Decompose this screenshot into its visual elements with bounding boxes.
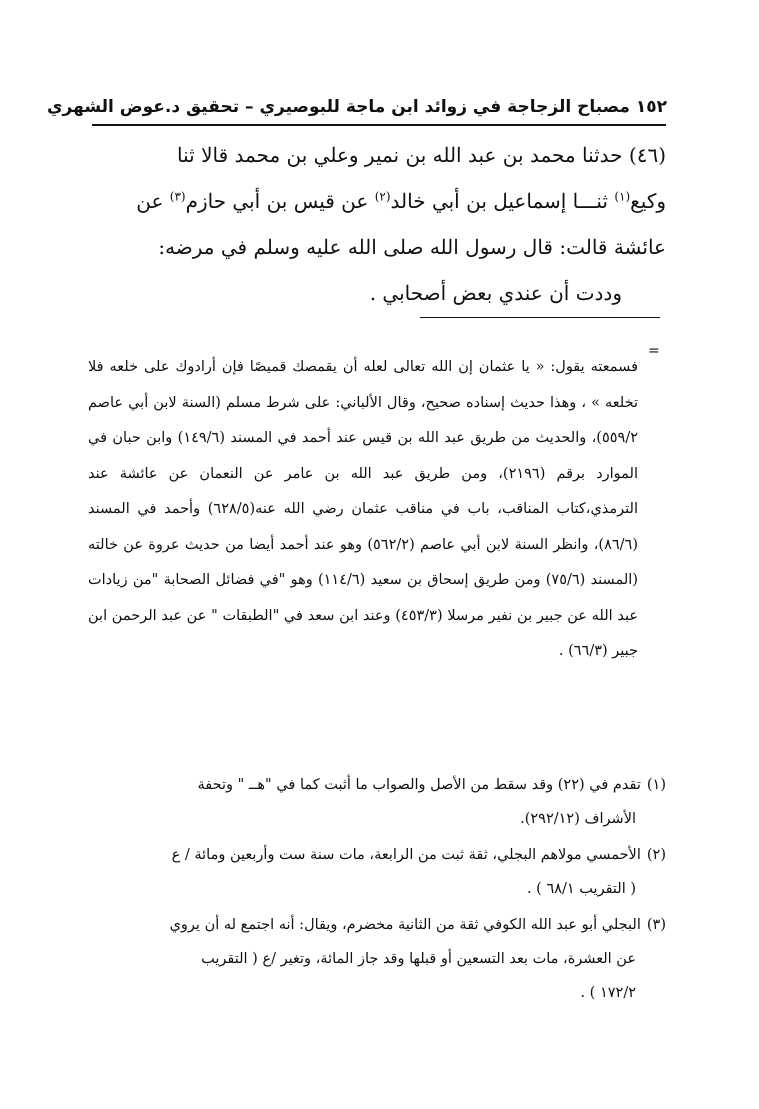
hadith-line-2-part-b: ثنـــا إسماعيل بن أبي خالد — [390, 189, 615, 213]
footnote-1 — [88, 768, 666, 836]
footnote-text-continued: الأشراف (٢٩٢/١٢). — [520, 811, 636, 827]
continuation-marker: = — [648, 343, 660, 359]
footnote-text-continued: عن العشرة، مات بعد التسعين أو قبلها وقد جاز المائة، وتغير /ع ( التقريب — [201, 951, 636, 967]
footnote-text: البجلي أبو عبد الله الكوفي ثقة من الثانية مخضرم، ويقال: أنه اجتمع له أن يروي — [169, 917, 641, 933]
running-header: ١٥٢ مصباح الزجاجة في زوائد ابن ماجة للبوصيري – تحقيق د.عوض الشهري — [46, 97, 667, 117]
hadith-line-2-part-a: وكيع — [630, 189, 666, 213]
footnotes-list — [88, 768, 666, 1012]
hadith-line-4: وددت أن عندي بعض أصحابي . — [369, 281, 622, 305]
hadith-line-2 — [110, 178, 666, 224]
footnote-text-continued: ( التقريب ٦٨/١ ) . — [526, 881, 636, 897]
footnote-ref-3: (٣) — [169, 189, 186, 204]
footnote-ref-2: (٢) — [374, 189, 391, 204]
header-divider — [92, 124, 666, 126]
footnote-text: الأحمسي مولاهم البجلي، ثقة ثبت من الرابعة، مات سنة ست وأربعين ومائة / ع — [171, 847, 641, 863]
footnote-number: (١) — [646, 777, 666, 793]
continued-footnote-text: فسمعته يقول: « يا عثمان إن الله تعالى لعله أن يقمصك قميصًا فإن أرادوك على خلعه فلا تخلعه » ، وهذا حديث إسناده صحيح، وقال الألباني: على شرط مسلم (السنة لابن أبي عاصم ٥٥٩/٢)، والحديث من طريق عبد الله بن قيس عند أحمد في المسند (١٤٩/٦) وابن حبان في الموارد برقم (٢١٩٦)، ومن طريق عبد الله بن عامر عن النعمان عن عائشة عند الترمذي،كتاب المناقب، باب في مناقب عثمان رضي الله عنه(٦٢٨/٥) وأحمد في المسند (٨٦/٦)، وانظر السنة لابن أبي عاصم (٥٦٢/٢) وهو عند أحمد أيضا من حديث عروة عن خالته (المسند (٧٥/٦) ومن طريق إسحاق بن سعيد (١١٤/٦) وهو "في فضائل الصحابة "من زيادات عبد الله عن جبير بن نفير مرسلا (٤٥٣/٣) وعند ابن سعد في "الطبقات " عن عبد الرحمن ابن جبير (٦٦/٣) . — [88, 359, 638, 659]
footnote-number: (٣) — [646, 917, 666, 933]
footnote-separator — [420, 317, 660, 318]
footnote-3 — [88, 908, 666, 1010]
footnote-2 — [88, 838, 666, 906]
hadith-line-1: (٤٦) حدثنا محمد بن عبد الله بن نمير وعلي بن محمد قالا ثنا — [177, 143, 666, 167]
hadith-line-2-part-d: عن — [136, 189, 170, 213]
hadith-line-3: عائشة قالت: قال رسول الله صلى الله عليه وسلم في مرضه: — [158, 235, 666, 259]
footnote-number: (٢) — [646, 847, 666, 863]
footnote-ref-1: (١) — [614, 189, 631, 204]
footnote-text-continued: ١٧٢/٢ ) . — [580, 985, 636, 1001]
footnote-text: تقدم في (٢٢) وقد سقط من الأصل والصواب ما أثبت كما في "هــ " وتحفة — [197, 777, 641, 793]
continued-footnote — [88, 350, 638, 670]
hadith-line-2-part-c: عن قيس بن أبي حازم — [185, 189, 375, 213]
hadith-text — [110, 132, 666, 316]
